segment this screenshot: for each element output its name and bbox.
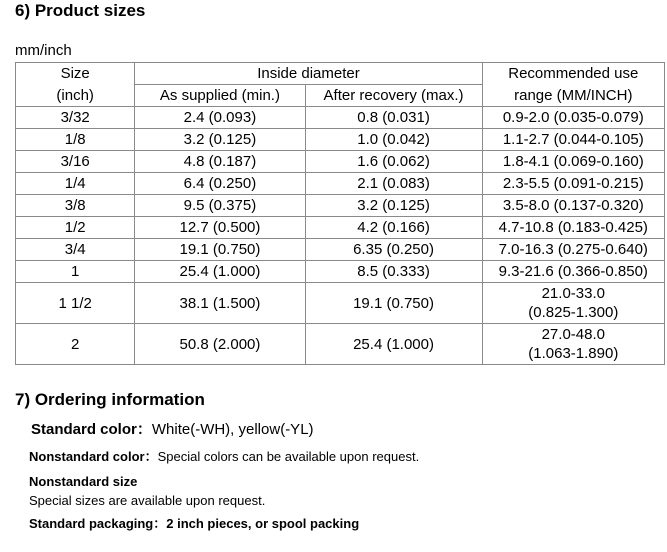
nonstandard-color-label: Nonstandard color： [29, 449, 158, 464]
cell-recovery: 3.2 (0.125) [305, 195, 482, 217]
cell-size: 1/8 [16, 129, 135, 151]
section-6-title: 6) Product sizes [15, 1, 146, 20]
cell-range-line-1: 21.0-33.0 [541, 285, 605, 302]
standard-color-line [31, 418, 314, 439]
cell-supplied: 19.1 (0.750) [135, 239, 305, 261]
packaging-value: 2 inch pieces, or spool packing [166, 516, 360, 531]
cell-range: 1.1-2.7 (0.044-0.105) [482, 129, 664, 151]
standard-color-label: Standard color： [31, 421, 152, 438]
cell-recovery: 0.8 (0.031) [305, 107, 482, 129]
cell-range: 7.0-16.3 (0.275-0.640) [482, 239, 664, 261]
nonstandard-size-label: Nonstandard size [29, 474, 138, 489]
header-recommended-1: Recommended use [482, 63, 664, 85]
cell-size: 1/2 [16, 217, 135, 239]
table-row [16, 129, 665, 151]
header-recommended-2: range (MM/INCH) [482, 85, 664, 107]
cell-range: 4.7-10.8 (0.183-0.425) [482, 217, 664, 239]
cell-supplied: 9.5 (0.375) [135, 195, 305, 217]
header-as-supplied: As supplied (min.) [135, 85, 305, 107]
table-row [16, 283, 665, 324]
cell-size: 3/32 [16, 107, 135, 129]
cell-supplied: 50.8 (2.000) [135, 324, 305, 365]
header-size: Size [16, 63, 135, 85]
cell-recovery: 8.5 (0.333) [305, 261, 482, 283]
table-header-row-1 [16, 63, 665, 85]
table-row [16, 151, 665, 173]
cell-range-line-1: 27.0-48.0 [541, 326, 605, 343]
header-inside-diameter: Inside diameter [135, 63, 482, 85]
cell-recovery: 2.1 (0.083) [305, 173, 482, 195]
table-row [16, 195, 665, 217]
cell-size: 1/4 [16, 173, 135, 195]
table-row [16, 217, 665, 239]
cell-range: 2.3-5.5 (0.091-0.215) [482, 173, 664, 195]
table-row [16, 239, 665, 261]
cell-recovery: 25.4 (1.000) [305, 324, 482, 365]
packaging-label: Standard packaging： [29, 516, 167, 531]
table-row [16, 173, 665, 195]
table-row [16, 107, 665, 129]
cell-range [482, 283, 664, 324]
nonstandard-size-value: Special sizes are available upon request. [29, 493, 266, 508]
nonstandard-color-value: Special colors can be available upon request. [157, 449, 420, 464]
cell-recovery: 1.0 (0.042) [305, 129, 482, 151]
cell-supplied: 4.8 (0.187) [135, 151, 305, 173]
cell-range [482, 324, 664, 365]
cell-range: 1.8-4.1 (0.069-0.160) [482, 151, 664, 173]
cell-range: 0.9-2.0 (0.035-0.079) [482, 107, 664, 129]
cell-range-line-2: (0.825-1.300) [528, 304, 619, 321]
packaging-line [29, 513, 359, 532]
cell-size: 3/4 [16, 239, 135, 261]
cell-recovery: 4.2 (0.166) [305, 217, 482, 239]
header-size-unit: (inch) [16, 85, 135, 107]
cell-range-line-2: (1.063-1.890) [528, 345, 619, 362]
cell-supplied: 12.7 (0.500) [135, 217, 305, 239]
cell-supplied: 2.4 (0.093) [135, 107, 305, 129]
cell-supplied: 38.1 (1.500) [135, 283, 305, 324]
header-after-recovery: After recovery (max.) [305, 85, 482, 107]
table-row [16, 261, 665, 283]
cell-supplied: 6.4 (0.250) [135, 173, 305, 195]
cell-size: 3/8 [16, 195, 135, 217]
cell-size: 1 1/2 [16, 283, 135, 324]
cell-range: 3.5-8.0 (0.137-0.320) [482, 195, 664, 217]
cell-size: 3/16 [16, 151, 135, 173]
product-sizes-table [15, 62, 665, 365]
cell-recovery: 6.35 (0.250) [305, 239, 482, 261]
unit-label: mm/inch [15, 42, 72, 59]
nonstandard-color-line [29, 446, 419, 465]
cell-recovery: 1.6 (0.062) [305, 151, 482, 173]
standard-color-value: White(-WH), yellow(-YL) [151, 421, 314, 438]
section-7-title: 7) Ordering information [15, 390, 205, 409]
cell-supplied: 3.2 (0.125) [135, 129, 305, 151]
cell-size: 2 [16, 324, 135, 365]
cell-recovery: 19.1 (0.750) [305, 283, 482, 324]
table-row [16, 324, 665, 365]
cell-supplied: 25.4 (1.000) [135, 261, 305, 283]
cell-size: 1 [16, 261, 135, 283]
cell-range: 9.3-21.6 (0.366-0.850) [482, 261, 664, 283]
table-header-row-2 [16, 85, 665, 107]
